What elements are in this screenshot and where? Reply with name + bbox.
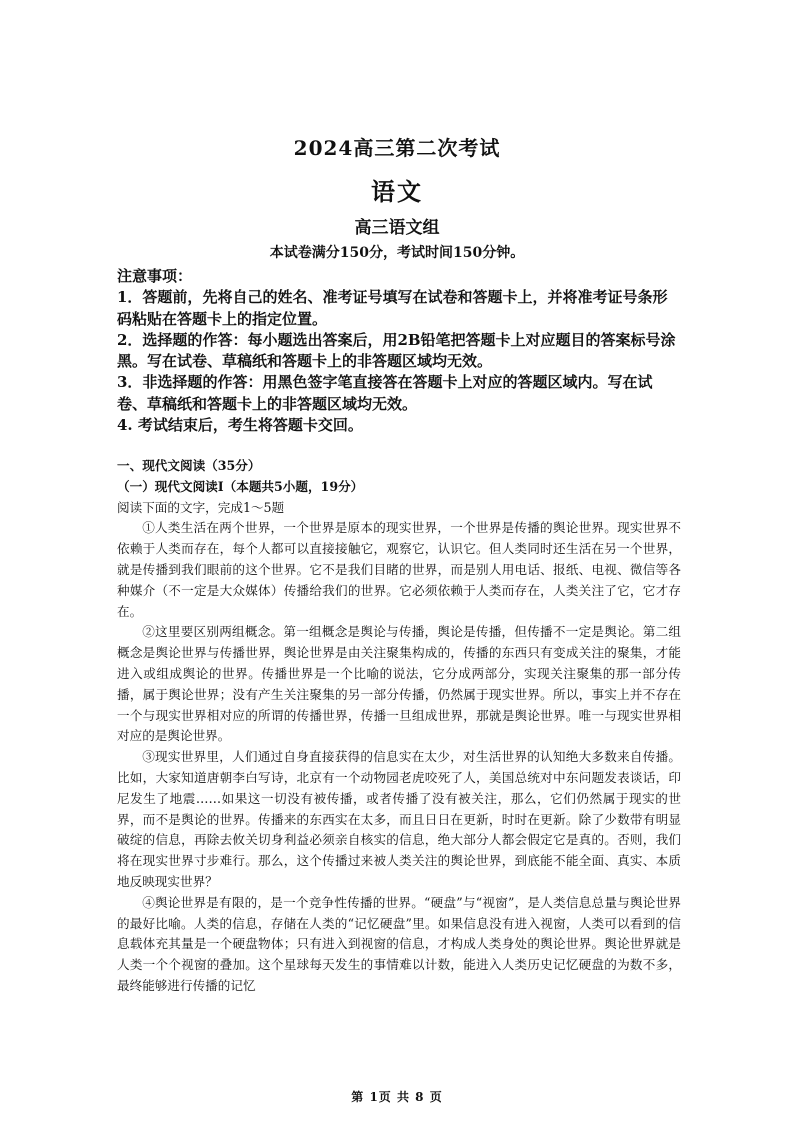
subsection-heading: （一）现代文阅读Ⅰ（本题共5小题，19分） xyxy=(117,478,364,494)
notice-item: 2．选择题的作答：每小题选出答案后，用2B铅笔把答题卡上对应题目的答案标号涂黑。写在试卷、草稿纸和答题卡上的非答题区域均无效。 xyxy=(117,330,676,371)
reading-instruction: 阅读下面的文字，完成1～5题 xyxy=(117,499,285,515)
reading-section xyxy=(117,456,681,997)
notice-item: 3．非选择题的作答：用黑色签字笔直接答在答题卡上对应的答题区域内。写在试卷、草稿纸和答题卡上的非答题区域均无效。 xyxy=(117,373,653,413)
author-group: 高三语文组 xyxy=(354,218,440,238)
notice-item: 4. 考试结束后，考生将答题卡交回。 xyxy=(117,416,363,435)
page-number: 第 1页 共 8 页 xyxy=(351,1090,443,1104)
notice-section xyxy=(117,266,681,436)
passage-paragraph: ①人类生活在两个世界，一个世界是原本的现实世界，一个世界是传播的舆论世界。现实世界不依赖于人类而存在，每个人都可以直接接触它，观察它，认识它。但人类同时还生活在另一个世界，就是传播到我们眼前的这个世界。它不是我们目睹的世界，而是别人用电话、报纸、电视、微信等各种媒介（不一定是大众媒体）传播给我们的世界。它必须依赖于人类而存在，人类关注了它，它才存在。 xyxy=(117,520,681,619)
passage-paragraph: ③现实世界里，人们通过自身直接获得的信息实在太少，对生活世界的认知绝大多数来自传播。比如，大家知道唐朝李白写诗，北京有一个动物园老虎咬死了人，美国总统对中东问题发表谈话，印尼发生了地震……如果这一切没有被传播，或者传播了没有被关注，那么，它们仍然属于现实的世界，而不是舆论的世界。传播来的东西实在太多，而且日日在更新，时时在更新。除了少数带有明显破绽的信息，再除去攸关切身利益必须亲自核实的信息，绝大部分人都会假定它是真的。否则，我们将在现实世界寸步难行。那么，这个传播过来被人类关注的舆论世界，到底能不能全面、真实、本质地反映现实世界？ xyxy=(117,749,681,889)
subject-title: 语文 xyxy=(371,177,423,206)
section-heading: 一、现代文阅读（35分） xyxy=(117,458,261,473)
passage-paragraph: ④舆论世界是有限的，是一个竞争性传播的世界。“硬盘”与“视窗”，是人类信息总量与舆论世界的最好比喻。人类的信息，存储在人类的“记忆硬盘”里。如果信息没有进入视窗，人类可以看到的信息载体充其量是一个硬盘物体；只有进入到视窗的信息，才构成人类身处的舆论世界。舆论世界就是人类一个个视窗的叠加。这个星球每天发生的事情难以计数，能进入人类历史记忆硬盘的为数不多，最终能够进行传播的记忆 xyxy=(117,894,681,993)
notice-item: 1．答题前，先将自己的姓名、准考证号填写在试卷和答题卡上，并将准考证号条形码粘贴在答题卡上的指定位置。 xyxy=(117,288,668,328)
scoring-info: 本试卷满分150分，考试时间150分钟。 xyxy=(269,245,525,261)
exam-title: 2024高三第二次考试 xyxy=(293,136,501,160)
passage-paragraph: ②这里要区别两组概念。第一组概念是舆论与传播，舆论是传播，但传播不一定是舆论。第二组概念是舆论世界与传播世界，舆论世界是由关注聚集构成的，传播的东西只有变成关注的聚集，才能进入或组成舆论的世界。传播世界是一个比喻的说法，它分成两部分，实现关注聚集的那一部分传播，属于舆论世界；没有产生关注聚集的另一部分传播，仍然属于现实世界。所以，事实上并不存在一个与现实世界相对应的所谓的传播世界，传播一旦组成世界，那就是舆论世界。唯一与现实世界相对应的是舆论世界。 xyxy=(117,624,681,744)
notice-heading: 注意事项： xyxy=(117,267,193,285)
